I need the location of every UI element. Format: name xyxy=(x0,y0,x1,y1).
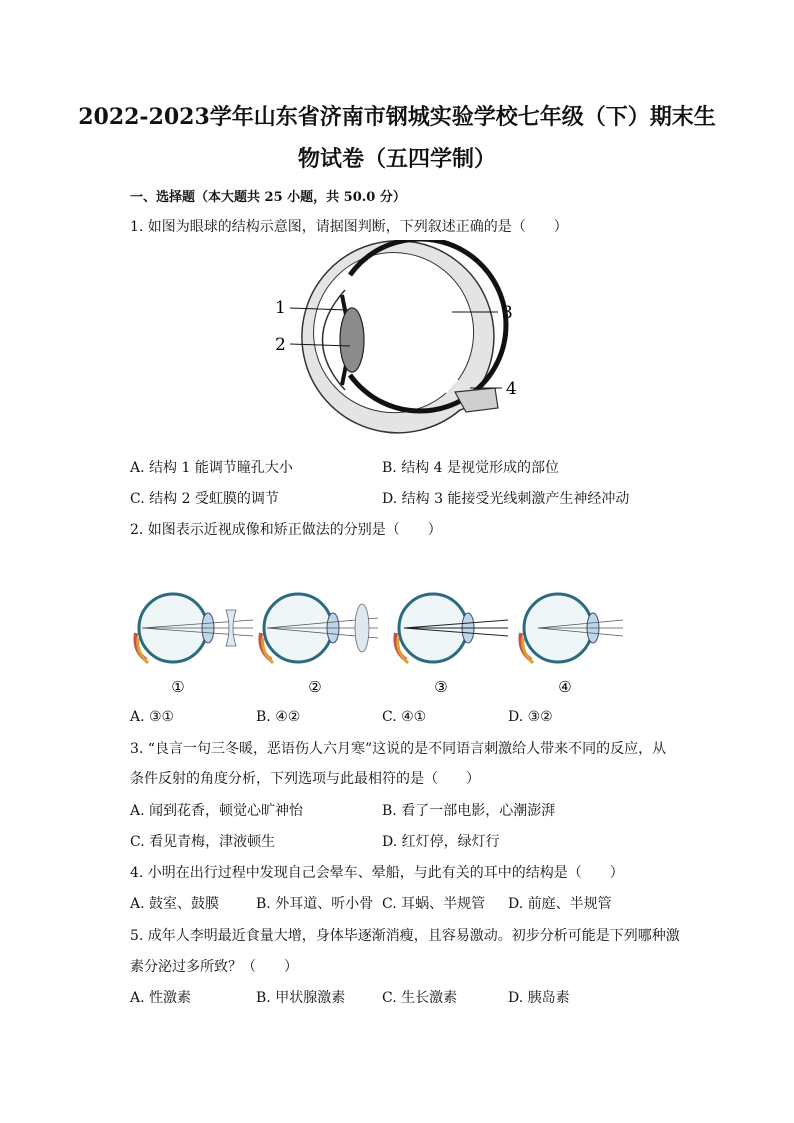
q3-option-a: A. 闻到花香，顿觉心旷神怡 xyxy=(130,803,304,819)
title-line-2: 物试卷（五四学制） xyxy=(297,146,496,172)
q2-option-b: B. ④② xyxy=(256,709,301,725)
fig-label-4: ④ xyxy=(558,678,572,696)
q5-option-a: A. 性激素 xyxy=(130,990,192,1006)
eye-label-1: 1 xyxy=(275,298,286,318)
q4-option-b: B. 外耳道、听小骨 xyxy=(256,896,374,912)
q3-option-b: B. 看了一部电影，心潮澎湃 xyxy=(382,803,556,819)
q5-stem-line-2: 素分泌过多所致？（ ） xyxy=(130,959,298,975)
lens xyxy=(340,308,364,372)
q2-option-c: C. ④① xyxy=(382,709,427,725)
q4-option-d: D. 前庭、半规管 xyxy=(508,896,612,912)
eye-figure-3 xyxy=(395,594,508,663)
q5-stem-line-1: 5. 成年人李明最近食量大增，身体毕逐渐消瘦，且容易激动。初步分析可能是下列哪种激 xyxy=(130,928,680,944)
q2-option-a: A. ③① xyxy=(130,709,175,725)
q4-stem: 4. 小明在出行过程中发现自己会晕车、晕船，与此有关的耳中的结构是（ ） xyxy=(130,865,624,881)
q3-option-d: D. 红灯停，绿灯行 xyxy=(382,834,500,850)
q1-option-d: D. 结构 3 能接受光线刺激产生神经冲动 xyxy=(382,491,630,507)
eye-label-3: 3 xyxy=(502,303,513,323)
q3-option-c: C. 看见青梅，津液顿生 xyxy=(130,834,276,850)
q5-option-b: B. 甲状腺激素 xyxy=(256,990,346,1006)
q1-option-b: B. 结构 4 是视觉形成的部位 xyxy=(382,460,559,476)
q1-option-c: C. 结构 2 受虹膜的调节 xyxy=(130,491,279,507)
q2-stem: 2. 如图表示近视成像和矫正做法的分别是（ ） xyxy=(130,522,442,538)
q3-stem-line-2: 条件反射的角度分析，下列选项与此最相符的是（ ） xyxy=(130,771,480,787)
q4-option-c: C. 耳蜗、半规管 xyxy=(382,896,486,912)
q2-option-d: D. ③② xyxy=(508,709,553,725)
q1-stem: 1. 如图为眼球的结构示意图，请据图判断，下列叙述正确的是（ ） xyxy=(130,219,568,235)
eye-figure-1 xyxy=(135,594,253,663)
q5-option-d: D. 胰岛素 xyxy=(508,990,570,1006)
eye-inner-chamber xyxy=(314,253,474,413)
title-line-1: 2022-2023学年山东省济南市钢城实验学校七年级（下）期末生 xyxy=(78,104,716,130)
myopia-diagrams xyxy=(128,588,628,696)
eye-figure-2 xyxy=(260,594,378,663)
fig-label-2: ② xyxy=(308,678,322,696)
q3-stem-line-1: 3. “良言一句三冬暖，恶语伤人六月寒”这说的是不同语言刺激给人带来不同的反应，从 xyxy=(130,741,667,757)
eye-label-2: 2 xyxy=(275,335,286,355)
fig-label-1: ① xyxy=(171,678,185,696)
eye-figure-4 xyxy=(520,594,623,663)
eye-label-4: 4 xyxy=(506,379,517,399)
q4-option-a: A. 鼓室、鼓膜 xyxy=(130,896,220,912)
section-heading: 一、选择题（本大题共 25 小题，共 50.0 分） xyxy=(130,190,406,205)
eyeball-diagram xyxy=(270,240,530,440)
q1-option-a: A. 结构 1 能调节瞳孔大小 xyxy=(130,460,293,476)
q5-option-c: C. 生长激素 xyxy=(382,990,458,1006)
fig-label-3: ③ xyxy=(434,678,448,696)
